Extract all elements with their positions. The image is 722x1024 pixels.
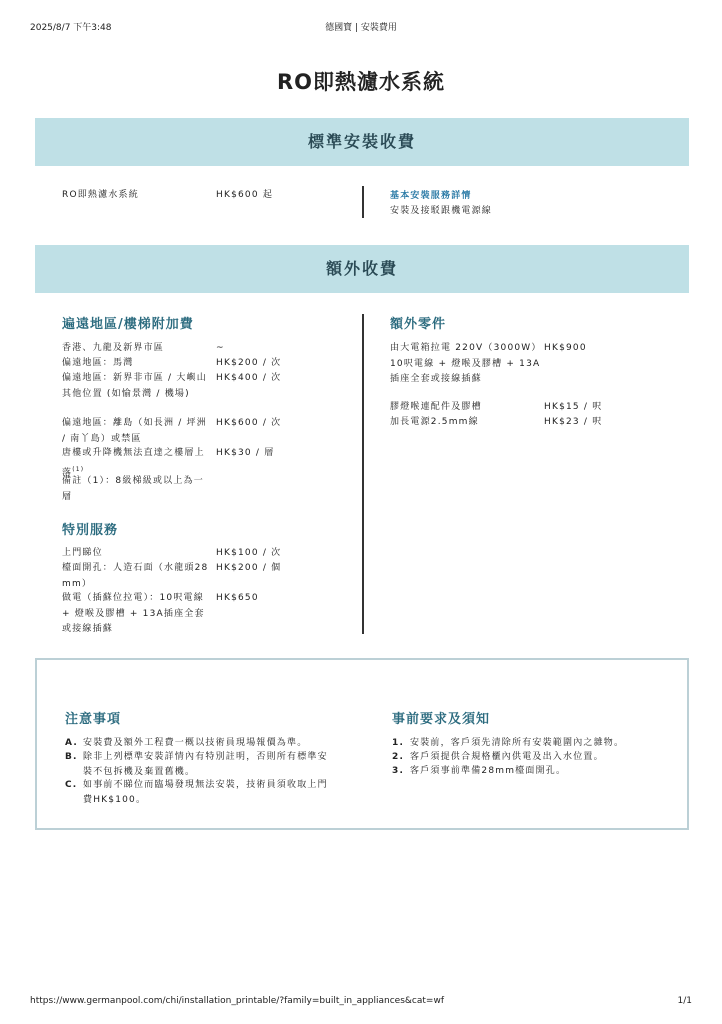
basic-service-details-title[interactable]: 基本安裝服務詳情 <box>390 191 472 201</box>
print-page-title: 德國寶 | 安裝費用 <box>325 23 397 33</box>
requirements-title: 事前要求及須知 <box>392 712 491 727</box>
row-price: HK$23 / 呎 <box>544 417 603 427</box>
page-number: 1/1 <box>677 996 692 1006</box>
list-text: 客戶須提供合規格櫃內供電及出入水位置。 <box>410 752 604 762</box>
standard-product-name: RO即熱濾水系統 <box>62 190 139 200</box>
list-marker: 1. <box>392 738 405 748</box>
list-marker: A. <box>65 738 78 748</box>
list-marker: 3. <box>392 766 405 776</box>
row-name: 偏遠地區：馬灣 <box>62 358 134 368</box>
row-name: 加長電源2.5mm線 <box>390 417 479 427</box>
row-name: 上門睇位 <box>62 548 103 558</box>
row-name-text: 唐樓或升降機無法直達之樓層上落 <box>62 448 205 478</box>
list-marker: B. <box>65 752 78 762</box>
list-text: 安裝費及額外工程費一概以技術員現場報價為準。 <box>83 738 308 748</box>
extra-fee-band: 額外收費 <box>35 245 689 293</box>
footnote-text: 備註（1）：8級梯級或以上為一層 <box>62 476 204 502</box>
row-price: HK$600 / 次 <box>216 418 282 428</box>
list-marker: 2. <box>392 752 405 762</box>
extra-parts-title: 額外零件 <box>390 317 447 332</box>
row-price: HK$15 / 呎 <box>544 402 603 412</box>
column-divider <box>362 314 364 634</box>
row-price: HK$650 <box>216 593 259 603</box>
list-marker: C. <box>65 780 78 790</box>
row-price: HK$30 / 層 <box>216 448 275 458</box>
remote-surcharge-title: 遍遠地區/樓梯附加費 <box>62 317 194 332</box>
list-text: 安裝前，客戶須先清除所有安裝範圍內之雜物。 <box>410 738 625 748</box>
list-text: 除非上列標準安裝詳情內有特別註明，否則所有標準安裝不包拆機及棄置舊機。 <box>83 752 328 777</box>
special-service-title: 特別服務 <box>62 523 119 538</box>
list-text: 如事前不睇位而臨場發現無法安裝，技術員須收取上門費HK$100。 <box>83 780 328 805</box>
row-price: HK$200 / 次 <box>216 358 282 368</box>
print-header <box>30 20 692 34</box>
row-name: 香港、九龍及新界市區 <box>62 343 165 353</box>
list-text: 客戶須事前準備28mm檯面開孔。 <box>410 766 567 776</box>
row-name: 偏遠地區：離島（如長洲 / 坪洲 / 南丫島）或禁區 <box>62 418 207 444</box>
row-price: HK$900 <box>544 343 587 353</box>
basic-service-details-text: 安裝及接駁跟機電源線 <box>390 206 493 216</box>
row-price: ~ <box>216 343 225 353</box>
row-name: 膠燈喉連配件及膠槽 <box>390 402 482 412</box>
row-name: 偏遠地區：新界非市區 / 大嶼山其他位置 (如愉景灣 / 機場) <box>62 373 207 399</box>
row-price: HK$100 / 次 <box>216 548 282 558</box>
page-title: RO即熱濾水系統 <box>276 70 446 94</box>
print-datetime: 2025/8/7 下午3:48 <box>30 23 112 33</box>
standard-fee-band: 標準安裝收費 <box>35 118 689 166</box>
standard-price: HK$600 起 <box>216 190 274 200</box>
row-name: 檯面開孔：人造石面（水龍頭28 mm） <box>62 563 209 589</box>
notice-box <box>35 658 689 830</box>
print-footer <box>30 996 692 1010</box>
column-divider <box>362 186 364 218</box>
footnote-marker: (1) <box>72 465 85 473</box>
standard-fee-row <box>62 188 352 204</box>
row-name: 由大電箱拉電 220V（3000W） 10呎電線 + 燈喉及膠槽 + 13A插座全套或接線插蘇 <box>390 343 542 384</box>
row-price: HK$400 / 次 <box>216 373 282 383</box>
row-price: HK$200 / 個 <box>216 563 282 573</box>
notes-title: 注意事項 <box>65 712 122 727</box>
page-url[interactable]: https://www.germanpool.com/chi/installation_printable/?family=built_in_appliances&cat=wf <box>30 996 444 1006</box>
row-name: 做電（插蘇位拉電）：10呎電線 + 燈喉及膠槽 + 13A插座全套或接線插蘇 <box>62 593 205 634</box>
